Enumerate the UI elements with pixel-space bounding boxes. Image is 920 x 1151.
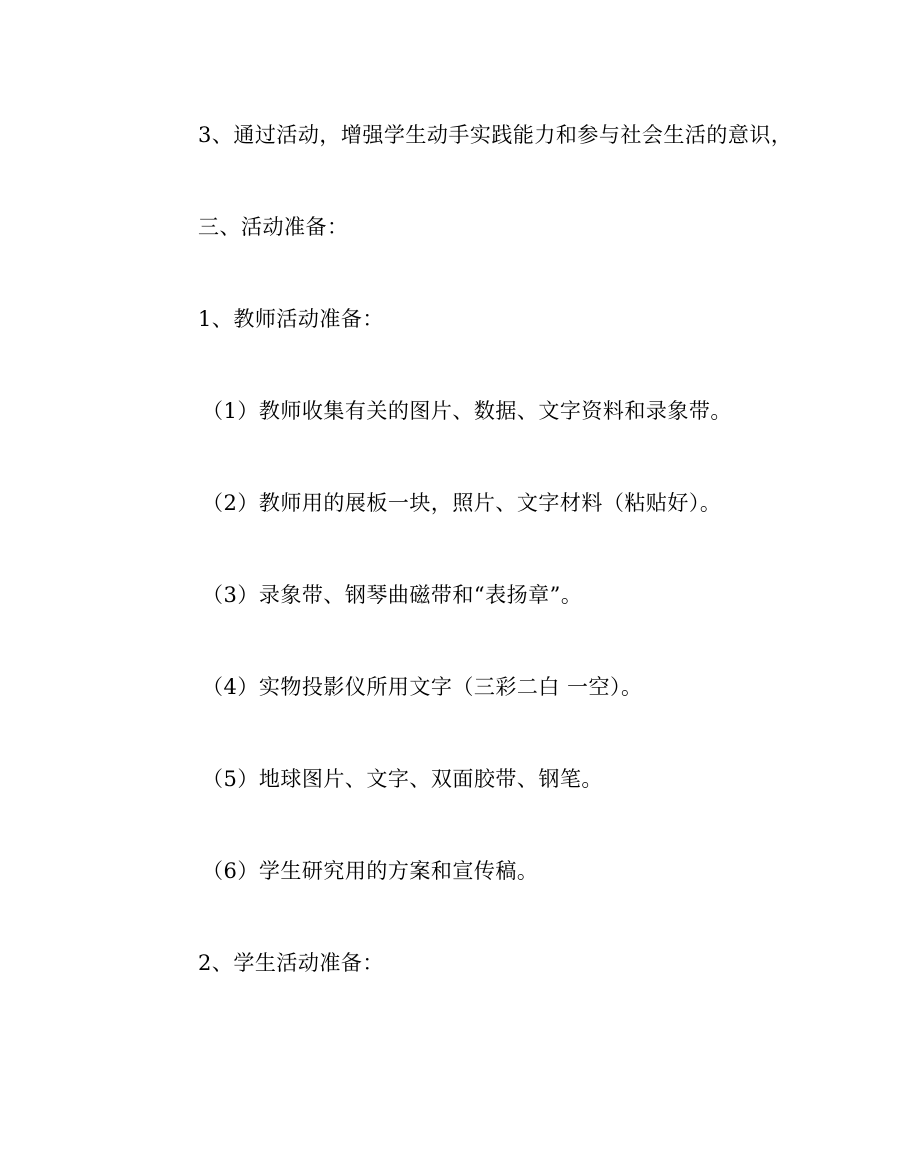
- subheading-student-preparation: 2、学生活动准备：: [198, 951, 384, 975]
- subheading-teacher-preparation: 1、教师活动准备：: [198, 307, 384, 331]
- teacher-prep-item-3: （3）录象带、钢琴曲磁带和“表扬章”。: [202, 583, 583, 607]
- teacher-prep-item-2: （2）教师用的展板一块，照片、文字材料（粘贴好）。: [202, 491, 722, 515]
- teacher-prep-item-5: （5）地球图片、文字、双面胶带、钢笔。: [202, 767, 603, 791]
- teacher-prep-item-1: （1）教师收集有关的图片、数据、文字资料和录象带。: [202, 399, 732, 423]
- teacher-prep-item-4: （4）实物投影仪所用文字（三彩二白 一空）。: [202, 675, 643, 699]
- teacher-prep-item-6: （6）学生研究用的方案和宣传稿。: [202, 859, 539, 883]
- section-heading-activity-preparation: 三、活动准备：: [198, 215, 349, 239]
- goal-item-3: 3、通过活动，增强学生动手实践能力和参与社会生活的意识，: [198, 123, 793, 147]
